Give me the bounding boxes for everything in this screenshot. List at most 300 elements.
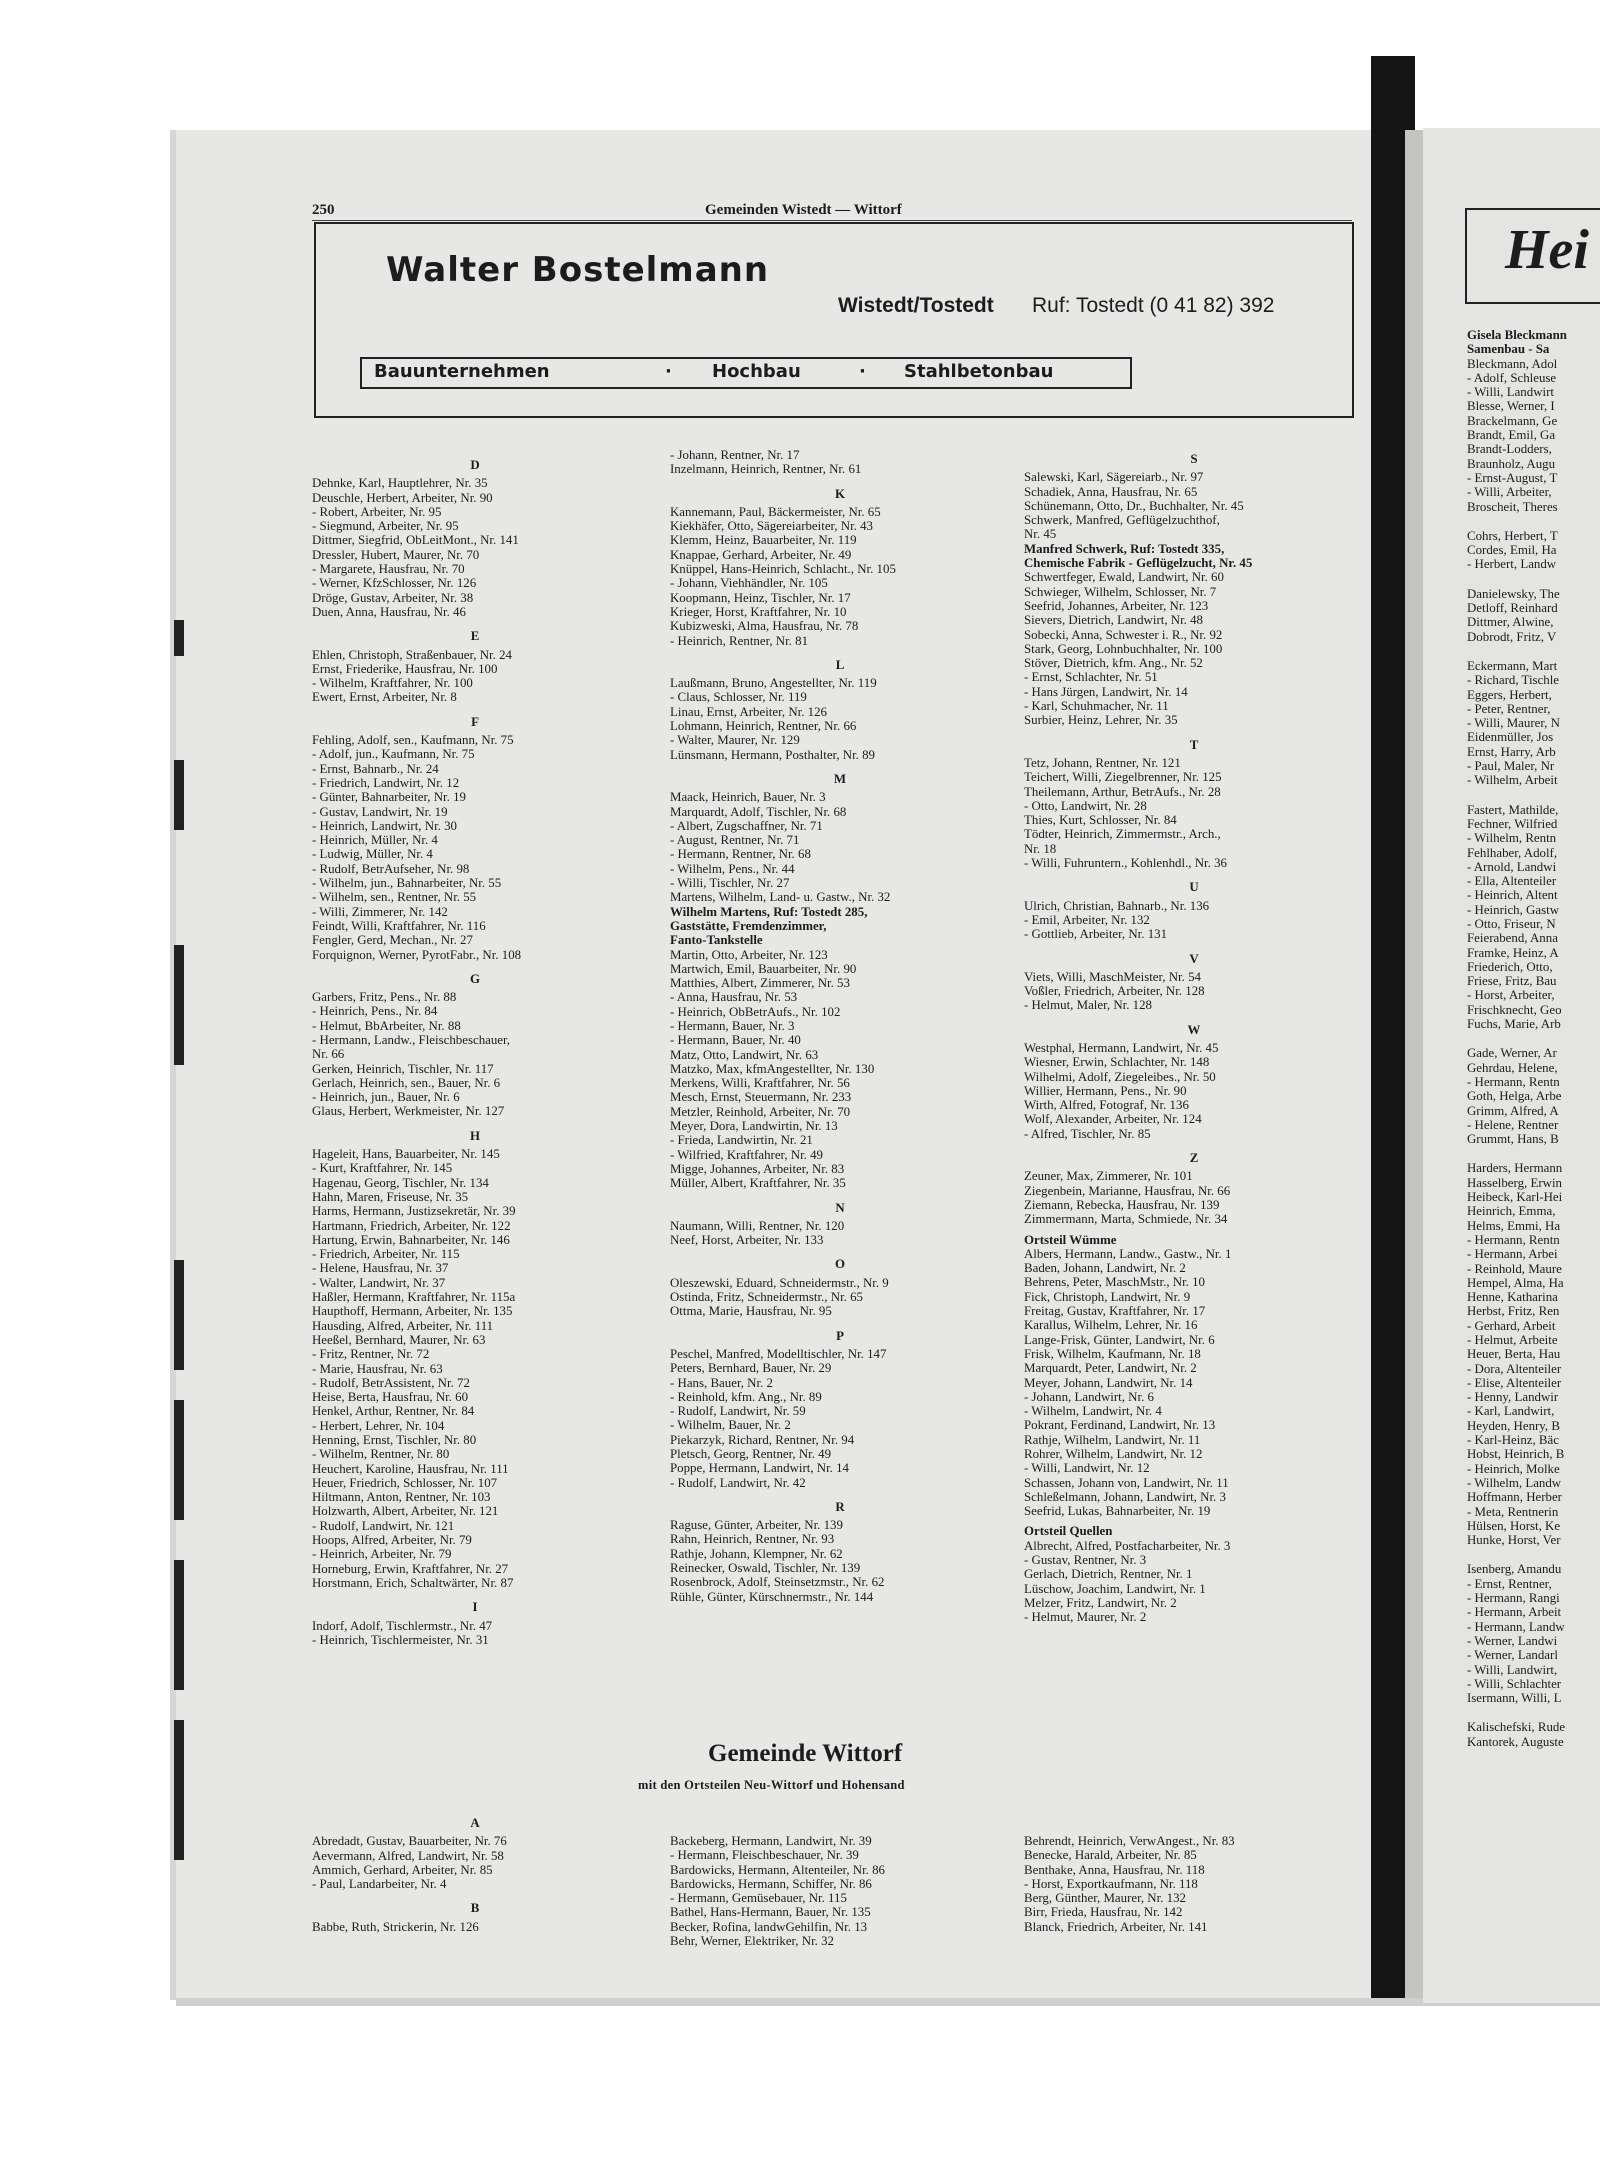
directory-entry: - Helmut, Arbeite — [1467, 1333, 1558, 1347]
directory-entry: Behr, Werner, Elektriker, Nr. 32 — [670, 1934, 834, 1949]
directory-entry: Zimmermann, Marta, Schmiede, Nr. 34 — [1024, 1212, 1228, 1227]
directory-entry: - Johann, Viehhändler, Nr. 105 — [670, 576, 828, 591]
directory-entry: Bardowicks, Hermann, Altenteiler, Nr. 86 — [670, 1862, 885, 1877]
ad-service-construction: Bauunternehmen — [374, 361, 550, 382]
directory-entry: - Karl-Heinz, Bäc — [1467, 1433, 1559, 1448]
directory-entry: Koopmann, Heinz, Tischler, Nr. 17 — [670, 590, 851, 605]
directory-entry: - Helmut, Maler, Nr. 128 — [1024, 998, 1153, 1013]
directory-entry: Cordes, Emil, Ha — [1467, 543, 1557, 558]
directory-entry: Deuschle, Herbert, Arbeiter, Nr. 90 — [312, 490, 493, 505]
subsection-heading: Ortsteil Wümme — [1024, 1232, 1117, 1247]
directory-entry: Laußmann, Bruno, Angestellter, Nr. 119 — [670, 676, 877, 691]
directory-entry: - Hermann, Bauer, Nr. 3 — [670, 1018, 795, 1033]
right-page-column — [1467, 328, 1600, 1749]
directory-entry: - Peter, Rentner, — [1467, 701, 1551, 716]
directory-entry: Metzler, Reinhold, Arbeiter, Nr. 70 — [670, 1104, 851, 1119]
directory-entry: Eggers, Herbert, — [1467, 687, 1552, 702]
directory-entry: - Horst, Arbeiter, — [1467, 988, 1555, 1003]
directory-entry: - Wilhelm, Bauer, Nr. 2 — [670, 1418, 791, 1433]
directory-entry: Gehrdau, Helene, — [1467, 1060, 1558, 1075]
directory-entry: Salewski, Karl, Sägereiarb., Nr. 97 — [1024, 470, 1204, 485]
directory-entry: - Siegmund, Arbeiter, Nr. 95 — [312, 519, 459, 534]
directory-entry: - Hermann, Fleischbeschauer, Nr. 39 — [670, 1848, 859, 1863]
letter-heading: P — [836, 1328, 844, 1343]
spacer — [1467, 644, 1600, 659]
right-page-header-box — [1465, 208, 1600, 304]
directory-entry: Hoops, Alfred, Arbeiter, Nr. 79 — [312, 1533, 472, 1548]
directory-entry: Poppe, Hermann, Landwirt, Nr. 14 — [670, 1461, 850, 1476]
directory-entry: Lünsmann, Hermann, Posthalter, Nr. 89 — [670, 747, 875, 762]
right-page-header-text: Hei — [1505, 219, 1589, 281]
directory-entry: Babbe, Ruth, Strickerin, Nr. 126 — [312, 1919, 479, 1934]
directory-entry: - Wilhelm, Arbeit — [1467, 773, 1558, 788]
directory-entry: Ulrich, Christian, Bahnarb., Nr. 136 — [1024, 898, 1210, 913]
directory-entry: Wolf, Alexander, Arbeiter, Nr. 124 — [1024, 1112, 1202, 1127]
directory-entry: Backeberg, Hermann, Landwirt, Nr. 39 — [670, 1834, 872, 1848]
ad-services-band — [360, 357, 1132, 389]
directory-entry: Schwertfeger, Ewald, Landwirt, Nr. 60 — [1024, 570, 1224, 585]
directory-entry: Sobecki, Anna, Schwester i. R., Nr. 92 — [1024, 627, 1223, 642]
directory-entry: Theilemann, Arthur, BetrAufs., Nr. 28 — [1024, 784, 1221, 799]
directory-entry: Hagenau, Georg, Tischler, Nr. 134 — [312, 1175, 489, 1190]
directory-entry: Neef, Horst, Arbeiter, Nr. 133 — [670, 1233, 824, 1248]
wittorf-column-3 — [1024, 1834, 1364, 1934]
directory-entry: Krieger, Horst, Kraftfahrer, Nr. 10 — [670, 604, 847, 619]
directory-entry: Rahn, Heinrich, Rentner, Nr. 93 — [670, 1532, 835, 1547]
directory-entry: Helms, Emmi, Ha — [1467, 1218, 1561, 1233]
directory-entry: Isenberg, Amandu — [1467, 1562, 1562, 1577]
directory-entry: Dehnke, Karl, Hauptlehrer, Nr. 35 — [312, 476, 488, 491]
directory-entry: Friese, Fritz, Bau — [1467, 974, 1557, 989]
wittorf-column-2 — [670, 1834, 1010, 1948]
directory-entry: - August, Rentner, Nr. 71 — [670, 833, 800, 848]
directory-entry: - Margarete, Hausfrau, Nr. 70 — [312, 562, 465, 577]
directory-entry: - Hermann, Rangi — [1467, 1591, 1560, 1606]
directory-entry: Detloff, Reinhard — [1467, 601, 1558, 616]
directory-entry: Behrens, Peter, MaschMstr., Nr. 10 — [1024, 1275, 1206, 1290]
directory-entry: Hiltmann, Anton, Rentner, Nr. 103 — [312, 1490, 491, 1505]
directory-entry: Rühle, Günter, Kürschnermstr., Nr. 144 — [670, 1589, 874, 1604]
ad-service-separator: · — [859, 361, 866, 382]
spacer — [1467, 572, 1600, 587]
directory-entry: Tetz, Johann, Rentner, Nr. 121 — [1024, 755, 1181, 770]
advert-entry: Wilhelm Martens, Ruf: Tostedt 285, — [670, 904, 868, 919]
letter-heading: T — [1189, 737, 1199, 752]
ad-phone: Ruf: Tostedt (0 41 82) 392 — [1032, 294, 1275, 317]
directory-entry: - Reinhold, Maure — [1467, 1261, 1562, 1276]
directory-entry: Hasselberg, Erwin — [1467, 1175, 1562, 1190]
directory-entry: Surbier, Heinz, Lehrer, Nr. 35 — [1024, 713, 1178, 728]
directory-entry: Bleckmann, Adol — [1467, 356, 1558, 371]
directory-entry: Henning, Ernst, Tischler, Nr. 80 — [312, 1433, 477, 1447]
directory-entry: - Wilfried, Kraftfahrer, Nr. 49 — [670, 1147, 823, 1162]
directory-entry: - Rudolf, Landwirt, Nr. 121 — [312, 1518, 455, 1533]
directory-entry: Zeuner, Max, Zimmerer, Nr. 101 — [1024, 1169, 1193, 1184]
directory-entry: Lange-Frisk, Günter, Landwirt, Nr. 6 — [1024, 1332, 1215, 1347]
directory-entry: Horneburg, Erwin, Kraftfahrer, Nr. 27 — [312, 1561, 509, 1576]
directory-entry: Glaus, Herbert, Werkmeister, Nr. 127 — [312, 1104, 505, 1119]
directory-entry: - Wilhelm, Landwirt, Nr. 4 — [1024, 1404, 1162, 1419]
directory-entry: Horstmann, Erich, Schaltwärter, Nr. 87 — [312, 1575, 514, 1590]
directory-entry: Blanck, Friedrich, Arbeiter, Nr. 141 — [1024, 1919, 1208, 1934]
directory-entry: - Günter, Bahnarbeiter, Nr. 19 — [312, 790, 466, 805]
directory-entry: Hoffmann, Herber — [1467, 1490, 1562, 1505]
directory-entry: - Hermann, Arbei — [1467, 1247, 1558, 1262]
directory-entry: - Helene, Rentner — [1467, 1117, 1559, 1132]
directory-entry: Hülsen, Horst, Ke — [1467, 1518, 1561, 1533]
directory-entry: - Karl, Landwirt, — [1467, 1404, 1555, 1419]
directory-entry: Garbers, Fritz, Pens., Nr. 88 — [312, 990, 457, 1005]
letter-heading: M — [833, 771, 847, 786]
letter-heading: L — [835, 657, 845, 672]
directory-entry: Fehlhaber, Adolf, — [1467, 845, 1558, 860]
directory-entry: Klemm, Heinz, Bauarbeiter, Nr. 119 — [670, 533, 857, 548]
letter-heading: E — [470, 629, 480, 644]
directory-entry: Bathel, Hans-Hermann, Bauer, Nr. 135 — [670, 1905, 871, 1920]
directory-entry: - Otto, Friseur, N — [1467, 916, 1556, 931]
directory-entry: - Karl, Schuhmacher, Nr. 11 — [1024, 699, 1169, 714]
directory-entry: Schleßelmann, Johann, Landwirt, Nr. 3 — [1024, 1489, 1226, 1504]
directory-entry: Martin, Otto, Arbeiter, Nr. 123 — [670, 947, 828, 962]
directory-entry: - Willi, Landwirt, — [1467, 1662, 1558, 1677]
directory-entry: - Johann, Landwirt, Nr. 6 — [1024, 1389, 1154, 1404]
directory-entry: Harms, Hermann, Justizsekretär, Nr. 39 — [312, 1204, 516, 1219]
directory-entry: Maack, Heinrich, Bauer, Nr. 3 — [670, 790, 826, 805]
directory-entry: Kiekhäfer, Otto, Sägereiarbeiter, Nr. 43 — [670, 519, 873, 534]
letter-heading: O — [834, 1257, 846, 1272]
directory-entry: Albrecht, Alfred, Postfacharbeiter, Nr. 3 — [1024, 1538, 1231, 1553]
directory-entry: Holzwarth, Albert, Arbeiter, Nr. 121 — [312, 1504, 499, 1519]
directory-entry: - Willi, Schlachter — [1467, 1676, 1562, 1691]
directory-entry: Seefrid, Johannes, Arbeiter, Nr. 123 — [1024, 598, 1209, 613]
directory-entry: - Johann, Rentner, Nr. 17 — [670, 448, 800, 462]
directory-entry: Schadiek, Anna, Hausfrau, Nr. 65 — [1024, 484, 1198, 499]
directory-entry: - Reinhold, kfm. Ang., Nr. 89 — [670, 1389, 822, 1404]
directory-column-3 — [1024, 442, 1364, 1625]
directory-entry: - Heinrich, Molke — [1467, 1461, 1560, 1476]
letter-heading: V — [1189, 951, 1199, 966]
directory-entry: Thies, Kurt, Schlosser, Nr. 84 — [1024, 813, 1177, 828]
directory-entry: - Arnold, Landwi — [1467, 859, 1557, 874]
directory-entry: - Heinrich, Landwirt, Nr. 30 — [312, 818, 457, 833]
ad-service-concrete: Stahlbetonbau — [904, 361, 1054, 382]
directory-entry: Feindt, Willi, Kraftfahrer, Nr. 116 — [312, 918, 486, 933]
directory-entry: - Willi, Fuhruntern., Kohlenhdl., Nr. 36 — [1024, 856, 1227, 871]
directory-entry: - Frieda, Landwirtin, Nr. 21 — [670, 1133, 813, 1148]
directory-entry: - Ludwig, Müller, Nr. 4 — [312, 847, 433, 862]
directory-entry: Grimm, Alfred, A — [1467, 1103, 1559, 1118]
directory-entry: Matz, Otto, Landwirt, Nr. 63 — [670, 1047, 819, 1062]
directory-entry: - Alfred, Tischler, Nr. 85 — [1024, 1126, 1151, 1141]
directory-entry: Fuchs, Marie, Arb — [1467, 1017, 1561, 1032]
letter-heading: R — [835, 1499, 845, 1514]
directory-entry: Bardowicks, Hermann, Schiffer, Nr. 86 — [670, 1876, 872, 1891]
directory-entry: Martwich, Emil, Bauarbeiter, Nr. 90 — [670, 961, 857, 976]
directory-entry: Dressler, Hubert, Maurer, Nr. 70 — [312, 547, 480, 562]
spacer — [1467, 1547, 1600, 1562]
directory-entry: - Paul, Maler, Nr — [1467, 759, 1555, 774]
directory-entry: Westphal, Hermann, Landwirt, Nr. 45 — [1024, 1040, 1219, 1055]
directory-entry: Ernst, Harry, Arb — [1467, 744, 1556, 759]
directory-entry: Hempel, Alma, Ha — [1467, 1275, 1564, 1290]
directory-entry: - Gustav, Rentner, Nr. 3 — [1024, 1553, 1147, 1568]
directory-entry: - Heinrich, Gastw — [1467, 902, 1559, 917]
directory-entry: Forquignon, Werner, PyrotFabr., Nr. 108 — [312, 947, 522, 962]
directory-entry: - Albert, Zugschaffner, Nr. 71 — [670, 818, 823, 833]
directory-entry: Knüppel, Hans-Heinrich, Schlacht., Nr. 105 — [670, 562, 896, 577]
directory-entry: Behrendt, Heinrich, VerwAngest., Nr. 83 — [1024, 1834, 1235, 1848]
letter-heading: S — [1190, 452, 1198, 466]
advertisement-box — [314, 222, 1354, 418]
directory-entry: Framke, Heinz, A — [1467, 945, 1559, 960]
directory-entry: - Herbert, Landw — [1467, 557, 1557, 572]
directory-entry: - Rudolf, BetrAssistent, Nr. 72 — [312, 1375, 470, 1390]
directory-entry: - Heinrich, Tischlermeister, Nr. 31 — [312, 1632, 489, 1647]
directory-entry: - Hans Jürgen, Landwirt, Nr. 14 — [1024, 684, 1188, 699]
directory-entry: Benthake, Anna, Hausfrau, Nr. 118 — [1024, 1862, 1205, 1877]
directory-entry: - Henny, Landwir — [1467, 1390, 1559, 1405]
directory-entry: - Anna, Hausfrau, Nr. 53 — [670, 990, 798, 1005]
directory-entry: Gerlach, Dietrich, Rentner, Nr. 1 — [1024, 1567, 1193, 1582]
spacer — [1467, 1146, 1600, 1161]
directory-entry: Wiesner, Erwin, Schlachter, Nr. 148 — [1024, 1055, 1210, 1070]
spacer — [1467, 514, 1600, 529]
directory-entry: Pokrant, Ferdinand, Landwirt, Nr. 13 — [1024, 1418, 1216, 1433]
directory-column-1 — [312, 448, 638, 1647]
directory-entry: - Heinrich, Rentner, Nr. 81 — [670, 633, 809, 648]
directory-entry: Rohrer, Wilhelm, Landwirt, Nr. 12 — [1024, 1447, 1203, 1461]
directory-entry: Frischknecht, Geo — [1467, 1002, 1562, 1017]
directory-entry: Gerlach, Heinrich, sen., Bauer, Nr. 6 — [312, 1075, 501, 1090]
directory-entry: Hahn, Maren, Friseuse, Nr. 35 — [312, 1189, 469, 1204]
directory-entry: Fastert, Mathilde, — [1467, 802, 1559, 817]
directory-entry: Tödter, Heinrich, Zimmermstr., Arch., — [1024, 827, 1221, 842]
letter-heading: K — [834, 486, 846, 501]
directory-entry: - Hermann, Rentner, Nr. 68 — [670, 847, 811, 862]
directory-entry: - Hans, Bauer, Nr. 2 — [670, 1375, 773, 1390]
directory-entry: Viets, Willi, MaschMeister, Nr. 54 — [1024, 969, 1201, 984]
directory-entry: Fick, Christoph, Landwirt, Nr. 9 — [1024, 1289, 1191, 1304]
directory-entry: - Claus, Schlosser, Nr. 119 — [670, 690, 807, 705]
directory-entry: Heuchert, Karoline, Hausfrau, Nr. 111 — [312, 1461, 509, 1476]
directory-entry: - Hermann, Arbeit — [1467, 1605, 1562, 1620]
directory-entry: Wirth, Alfred, Fotograf, Nr. 136 — [1024, 1098, 1189, 1113]
directory-entry: - Willi, Arbeiter, — [1467, 485, 1552, 500]
directory-entry: Heuer, Friedrich, Schlosser, Nr. 107 — [312, 1475, 498, 1490]
directory-entry: Rathje, Johann, Klempner, Nr. 62 — [670, 1546, 843, 1561]
directory-entry: - Wilhelm, Landw — [1467, 1475, 1562, 1490]
directory-entry: - Wilhelm, Pens., Nr. 44 — [670, 861, 795, 876]
directory-entry: Sievers, Dietrich, Landwirt, Nr. 48 — [1024, 613, 1203, 628]
directory-entry: Dröge, Gustav, Arbeiter, Nr. 38 — [312, 590, 474, 605]
directory-entry: Feierabend, Anna — [1467, 931, 1558, 946]
directory-entry: Berg, Günther, Maurer, Nr. 132 — [1024, 1891, 1186, 1906]
directory-entry: Hobst, Heinrich, B — [1467, 1447, 1565, 1462]
spacer — [1467, 1031, 1600, 1046]
directory-entry: Gisela Bleckmann — [1467, 328, 1567, 342]
directory-entry: Samenbau - Sa — [1467, 342, 1550, 357]
directory-entry: - Wilhelm, Kraftfahrer, Nr. 100 — [312, 676, 473, 691]
directory-entry: Gerken, Heinrich, Tischler, Nr. 117 — [312, 1061, 494, 1076]
directory-entry: Matzko, Max, kfmAngestellter, Nr. 130 — [670, 1061, 875, 1076]
directory-entry: Dobrodt, Fritz, V — [1467, 629, 1557, 644]
letter-heading: G — [469, 971, 481, 986]
directory-entry: Duen, Anna, Hausfrau, Nr. 46 — [312, 604, 466, 619]
directory-entry: Stark, Georg, Lohnbuchhalter, Nr. 100 — [1024, 641, 1223, 656]
directory-entry: - Fritz, Rentner, Nr. 72 — [312, 1347, 430, 1362]
directory-entry: - Horst, Exportkaufmann, Nr. 118 — [1024, 1876, 1198, 1891]
directory-entry: Heeßel, Bernhard, Maurer, Nr. 63 — [312, 1332, 486, 1347]
directory-entry: - Otto, Landwirt, Nr. 28 — [1024, 798, 1147, 813]
directory-entry: - Ernst-August, T — [1467, 470, 1558, 485]
directory-entry: Dittmer, Siegfrid, ObLeitMont., Nr. 141 — [312, 533, 519, 548]
directory-entry: Cohrs, Herbert, T — [1467, 528, 1558, 543]
page-edge-marks — [170, 560, 188, 1900]
letter-heading: B — [470, 1901, 480, 1916]
directory-entry: Freitag, Gustav, Kraftfahrer, Nr. 17 — [1024, 1304, 1206, 1319]
directory-entry: Raguse, Günter, Arbeiter, Nr. 139 — [670, 1518, 843, 1533]
directory-entry: Voßler, Friedrich, Arbeiter, Nr. 128 — [1024, 984, 1205, 999]
directory-entry: Aevermann, Alfred, Landwirt, Nr. 58 — [312, 1848, 504, 1863]
directory-entry: - Gerhard, Arbeit — [1467, 1318, 1556, 1333]
ad-company-name: Walter Bostelmann — [386, 250, 770, 290]
directory-entry: - Heinrich, Altent — [1467, 888, 1558, 903]
directory-entry: Nr. 18 — [1024, 841, 1057, 856]
directory-entry: - Helmut, Maurer, Nr. 2 — [1024, 1610, 1147, 1625]
directory-entry: - Werner, Landarl — [1467, 1648, 1558, 1663]
directory-entry: - Werner, KfzSchlosser, Nr. 126 — [312, 576, 477, 591]
directory-entry: Stöver, Dietrich, kfm. Ang., Nr. 52 — [1024, 656, 1203, 671]
letter-heading: W — [1187, 1022, 1201, 1037]
directory-entry: Oleszewski, Eduard, Schneidermstr., Nr. 9 — [670, 1275, 889, 1290]
directory-entry: - Friedrich, Landwirt, Nr. 12 — [312, 775, 460, 790]
letter-heading: U — [1189, 880, 1199, 895]
directory-entry: Seefrid, Lukas, Bahnarbeiter, Nr. 19 — [1024, 1504, 1211, 1519]
directory-entry: - Wilhelm, Rentn — [1467, 831, 1557, 846]
directory-entry: Ziegenbein, Marianne, Hausfrau, Nr. 66 — [1024, 1183, 1231, 1198]
directory-entry: - Ernst, Bahnarb., Nr. 24 — [312, 761, 439, 776]
directory-entry: Ostinda, Fritz, Schneidermstr., Nr. 65 — [670, 1290, 863, 1305]
directory-entry: Merkens, Willi, Kraftfahrer, Nr. 56 — [670, 1076, 850, 1091]
directory-entry: Henkel, Arthur, Rentner, Nr. 84 — [312, 1404, 475, 1419]
directory-entry: Naumann, Willi, Rentner, Nr. 120 — [670, 1218, 845, 1233]
directory-entry: - Friedrich, Arbeiter, Nr. 115 — [312, 1247, 460, 1262]
directory-entry: - Wilhelm, Rentner, Nr. 80 — [312, 1447, 450, 1462]
directory-entry: Hausding, Alfred, Arbeiter, Nr. 111 — [312, 1318, 494, 1333]
directory-entry: - Hermann, Rentn — [1467, 1074, 1560, 1089]
directory-entry: Fengler, Gerd, Mechan., Nr. 27 — [312, 933, 473, 948]
directory-entry: - Ernst, Schlachter, Nr. 51 — [1024, 670, 1158, 685]
spacer — [1467, 788, 1600, 803]
directory-entry: - Wilhelm, jun., Bahnarbeiter, Nr. 55 — [312, 876, 502, 891]
directory-entry: Kannemann, Paul, Bäckermeister, Nr. 65 — [670, 504, 881, 519]
advert-entry: Manfred Schwerk, Ruf: Tostedt 335, — [1024, 541, 1225, 556]
directory-entry: Knappae, Gerhard, Arbeiter, Nr. 49 — [670, 547, 852, 562]
directory-entry: Mesch, Ernst, Steuermann, Nr. 233 — [670, 1090, 852, 1105]
directory-entry: Brackelmann, Ge — [1467, 413, 1558, 428]
directory-entry: Isermann, Willi, L — [1467, 1691, 1562, 1706]
directory-entry: - Hermann, Landw., Fleischbeschauer, — [312, 1032, 511, 1047]
directory-entry: Heyden, Henry, B — [1467, 1418, 1560, 1433]
directory-entry: - Hermann, Bauer, Nr. 40 — [670, 1033, 801, 1048]
letter-heading: F — [471, 714, 479, 729]
directory-entry: Inzelmann, Heinrich, Rentner, Nr. 61 — [670, 462, 862, 477]
directory-entry: - Richard, Tischle — [1467, 673, 1560, 688]
directory-entry: - Helene, Hausfrau, Nr. 37 — [312, 1261, 449, 1276]
directory-entry: Broscheit, Theres — [1467, 499, 1558, 514]
directory-entry: Haupthoff, Hermann, Arbeiter, Nr. 135 — [312, 1304, 513, 1319]
letter-heading: A — [470, 1816, 480, 1830]
directory-entry: Baden, Johann, Landwirt, Nr. 2 — [1024, 1261, 1186, 1276]
directory-entry: - Walter, Maurer, Nr. 129 — [670, 733, 800, 748]
directory-entry: - Gottlieb, Arbeiter, Nr. 131 — [1024, 927, 1168, 942]
directory-entry: - Willi, Landwirt — [1467, 385, 1554, 400]
directory-entry: Abredadt, Gustav, Bauarbeiter, Nr. 76 — [312, 1834, 507, 1849]
directory-entry: Heuer, Berta, Hau — [1467, 1347, 1561, 1362]
directory-entry: Brandt-Lodders, — [1467, 442, 1552, 457]
directory-entry: Pletsch, Georg, Rentner, Nr. 49 — [670, 1447, 832, 1461]
directory-entry: Ewert, Ernst, Arbeiter, Nr. 8 — [312, 690, 457, 705]
directory-entry: - Heinrich, ObBetrAufs., Nr. 102 — [670, 1004, 841, 1019]
directory-entry: - Meta, Rentnerin — [1467, 1504, 1559, 1519]
letter-heading: Z — [1189, 1151, 1199, 1166]
directory-entry: - Willi, Tischler, Nr. 27 — [670, 876, 790, 891]
directory-entry: Brandt, Emil, Ga — [1467, 428, 1556, 443]
spacer — [1467, 1705, 1600, 1720]
directory-entry: Linau, Ernst, Arbeiter, Nr. 126 — [670, 704, 828, 719]
directory-entry: Gade, Werner, Ar — [1467, 1046, 1557, 1061]
directory-entry: Dittmer, Alwine, — [1467, 615, 1554, 630]
directory-entry: - Heinrich, Pens., Nr. 84 — [312, 1004, 438, 1019]
directory-entry: Peters, Bernhard, Bauer, Nr. 29 — [670, 1361, 832, 1376]
directory-entry: Grummt, Hans, B — [1467, 1132, 1559, 1147]
directory-entry: Kubizweski, Alma, Hausfrau, Nr. 78 — [670, 619, 859, 634]
directory-entry: - Willi, Zimmerer, Nr. 142 — [312, 904, 448, 919]
directory-entry: Heise, Berta, Hausfrau, Nr. 60 — [312, 1390, 469, 1405]
directory-entry: Fechner, Wilfried — [1467, 816, 1558, 831]
directory-entry: Goth, Helga, Arbe — [1467, 1089, 1562, 1104]
directory-entry: Wilhelmi, Adolf, Ziegeleibes., Nr. 50 — [1024, 1069, 1216, 1084]
directory-entry: Meyer, Johann, Landwirt, Nr. 14 — [1024, 1375, 1193, 1390]
letter-heading: D — [470, 458, 480, 472]
directory-entry: Hartung, Erwin, Bahnarbeiter, Nr. 146 — [312, 1232, 510, 1247]
directory-entry: Eidenmüller, Jos — [1467, 730, 1554, 745]
directory-entry: Schassen, Johann von, Landwirt, Nr. 11 — [1024, 1475, 1229, 1490]
directory-entry: - Robert, Arbeiter, Nr. 95 — [312, 504, 442, 519]
directory-entry: Martens, Wilhelm, Land- u. Gastw., Nr. 32 — [670, 890, 891, 905]
directory-entry: Nr. 66 — [312, 1047, 345, 1062]
directory-entry: Rosenbrock, Adolf, Steinsetzmstr., Nr. 62 — [670, 1575, 885, 1590]
directory-entry: - Emil, Arbeiter, Nr. 132 — [1024, 912, 1150, 927]
directory-entry: - Elise, Altenteiler — [1467, 1375, 1562, 1390]
directory-entry: - Walter, Landwirt, Nr. 37 — [312, 1275, 446, 1290]
subsection-heading: Ortsteil Quellen — [1024, 1524, 1113, 1539]
directory-entry: - Herbert, Lehrer, Nr. 104 — [312, 1418, 445, 1433]
directory-entry: Lohmann, Heinrich, Rentner, Nr. 66 — [670, 719, 857, 734]
directory-entry: Fehling, Adolf, sen., Kaufmann, Nr. 75 — [312, 733, 514, 748]
directory-entry: Heibeck, Karl-Hei — [1467, 1190, 1563, 1205]
directory-entry: Indorf, Adolf, Tischlermstr., Nr. 47 — [312, 1618, 493, 1633]
directory-entry: Braunholz, Augu — [1467, 456, 1556, 471]
directory-entry: - Werner, Landwi — [1467, 1633, 1558, 1648]
directory-entry: - Hermann, Landw — [1467, 1619, 1565, 1634]
directory-entry: Willier, Hermann, Pens., Nr. 90 — [1024, 1083, 1187, 1098]
section-title-wittorf: Gemeinde Wittorf — [708, 1740, 903, 1767]
running-title: Gemeinden Wistedt — Wittorf — [705, 202, 902, 218]
directory-entry: Migge, Johannes, Arbeiter, Nr. 83 — [670, 1161, 845, 1176]
directory-entry: - Willi, Landwirt, Nr. 12 — [1024, 1461, 1150, 1476]
directory-entry: Schwieger, Wilhelm, Schlosser, Nr. 7 — [1024, 584, 1217, 599]
